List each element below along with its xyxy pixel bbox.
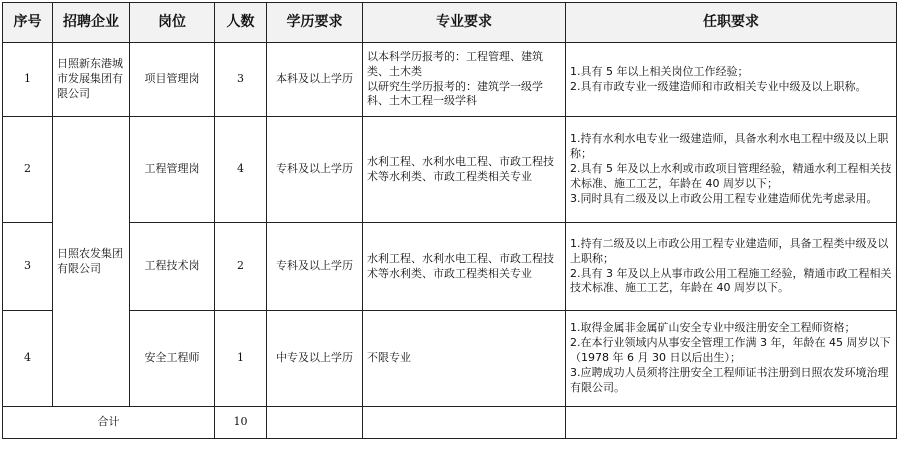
total-label: 合计 (3, 407, 215, 439)
position-cell: 工程管理岗 (130, 117, 215, 223)
count-cell: 3 (215, 43, 267, 117)
education-cell: 中专及以上学历 (267, 311, 363, 407)
major-cell (363, 117, 566, 223)
count-cell: 2 (215, 223, 267, 311)
requirement-line: 1.取得金属非金属矿山安全专业中级注册安全工程师资格； (570, 321, 856, 335)
header-count: 人数 (215, 3, 267, 43)
requirement-line: 2.具有 5 年及以上水利或市政项目管理经验，精通水利工程相关技术标准、施工工艺，年龄在 40 周岁以下； (570, 162, 892, 190)
requirements-cell (566, 223, 897, 311)
header-major: 专业要求 (363, 3, 566, 43)
header-education: 学历要求 (267, 3, 363, 43)
row-no: 3 (3, 223, 53, 311)
row-no: 4 (3, 311, 53, 407)
table-row (3, 223, 897, 311)
position-cell: 安全工程师 (130, 311, 215, 407)
requirement-line: 3.应聘成功人员须将注册安全工程师证书注册到日照农发环境治理有限公司。 (570, 365, 889, 394)
row-no: 1 (3, 43, 53, 117)
table-row (3, 117, 897, 223)
empty-cell (267, 407, 363, 439)
total-row (3, 407, 897, 439)
education-cell: 专科及以上学历 (267, 117, 363, 223)
major-line: 水利工程、水利水电工程、市政工程技术等水利类、市政工程类相关专业 (367, 251, 554, 280)
major-line: 水利工程、水利水电工程、市政工程技术等水利类、市政工程类相关专业 (367, 154, 554, 183)
company-cell: 日照农发集团有限公司 (53, 117, 130, 407)
empty-cell (363, 407, 566, 439)
position-cell: 工程技术岗 (130, 223, 215, 311)
requirement-line: 2.在本行业领域内从事安全管理工作满 3 年，年龄在 45 周岁以下（1978 年 6 月 30 日以后出生）； (570, 336, 891, 365)
count-cell: 4 (215, 117, 267, 223)
major-line: 不限专业 (367, 351, 411, 365)
table-row (3, 311, 897, 407)
row-no: 2 (3, 117, 53, 223)
recruitment-table (2, 2, 897, 439)
company-cell: 日照新东港城市发展集团有限公司 (53, 43, 130, 117)
requirement-line: 2.具有 3 年及以上从事市政公用工程施工经验，精通市政工程相关技术标准、施工工艺，年龄在 40 周岁以下。 (570, 266, 892, 295)
table-row (3, 43, 897, 117)
count-cell: 1 (215, 311, 267, 407)
requirement-line: 1.具有 5 年以上相关岗位工作经验； (570, 64, 749, 78)
header-position: 岗位 (130, 3, 215, 43)
header-row (3, 3, 897, 43)
requirement-line: 1.持有水利水电专业一级建造师，具备水利水电工程中级及以上职称； (570, 132, 889, 161)
major-cell (363, 43, 566, 117)
position-cell: 项目管理岗 (130, 43, 215, 117)
requirements-cell (566, 43, 897, 117)
major-line: 以研究生学历报考的：建筑学一级学科、土木工程一级学科 (367, 79, 543, 108)
requirement-line: 2.具有市政专业一级建造师和市政相关专业中级及以上职称。 (570, 79, 867, 93)
major-cell (363, 223, 566, 311)
header-no: 序号 (3, 3, 53, 43)
total-count: 10 (215, 407, 267, 439)
requirement-line: 1.持有二级及以上市政公用工程专业建造师，具备工程类中级及以上职称； (570, 236, 889, 265)
major-cell (363, 311, 566, 407)
empty-cell (566, 407, 897, 439)
education-cell: 专科及以上学历 (267, 223, 363, 311)
requirements-cell (566, 311, 897, 407)
major-line: 以本科学历报考的：工程管理、建筑类、土木类 (367, 49, 543, 78)
header-company: 招聘企业 (53, 3, 130, 43)
requirements-cell (566, 117, 897, 223)
education-cell: 本科及以上学历 (267, 43, 363, 117)
requirement-line: 3.同时具有二级及以上市政公用工程专业建造师优先考虑录用。 (570, 191, 878, 205)
header-requirements: 任职要求 (566, 3, 897, 43)
